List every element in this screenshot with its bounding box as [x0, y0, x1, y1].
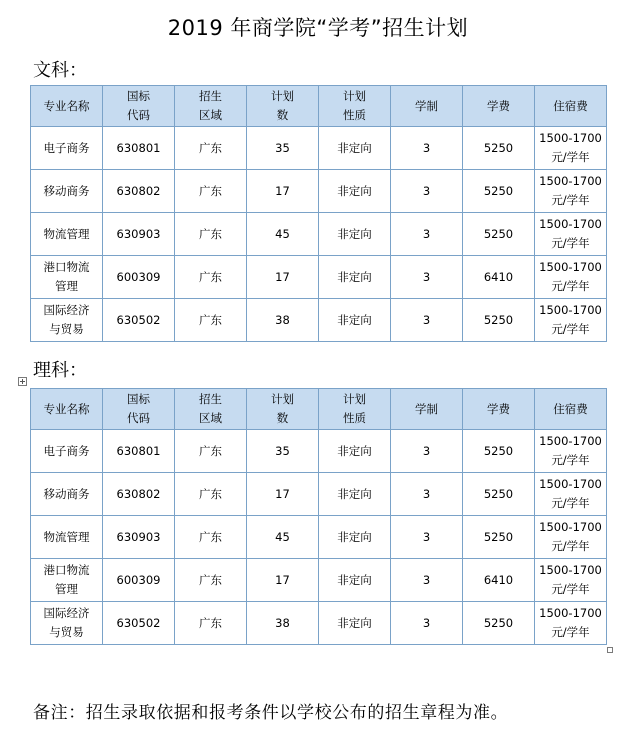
header-lodging-fee: 住宿费: [535, 389, 607, 430]
cell-national-code: 630903: [103, 213, 175, 256]
cell-lodging-fee: 1500-1700 元/学年: [535, 127, 607, 170]
header-region: 招生 区域: [175, 389, 247, 430]
cell-lodging-fee: 1500-1700 元/学年: [535, 516, 607, 559]
cell-tuition: 5250: [463, 430, 535, 473]
cell-lodging-fee: 1500-1700 元/学年: [535, 430, 607, 473]
cell-plan-type: 非定向: [319, 256, 391, 299]
table-row: [31, 430, 607, 473]
cell-plan-type: 非定向: [319, 473, 391, 516]
cell-major-name: 港口物流 管理: [31, 256, 103, 299]
header-plan-count: 计划 数: [247, 86, 319, 127]
header-region: 招生 区域: [175, 86, 247, 127]
cell-national-code: 630502: [103, 299, 175, 342]
header-major-name: 专业名称: [31, 86, 103, 127]
cell-major-name: 国际经济 与贸易: [31, 602, 103, 645]
cell-national-code: 630903: [103, 516, 175, 559]
cell-lodging-fee: 1500-1700 元/学年: [535, 299, 607, 342]
cell-region: 广东: [175, 516, 247, 559]
cell-region: 广东: [175, 256, 247, 299]
table-move-handle-icon[interactable]: [18, 377, 27, 386]
cell-tuition: 5250: [463, 170, 535, 213]
cell-plan-type: 非定向: [319, 430, 391, 473]
cell-national-code: 630802: [103, 473, 175, 516]
header-plan-type: 计划 性质: [319, 389, 391, 430]
section-label-like: 理科：: [33, 360, 87, 381]
cell-region: 广东: [175, 127, 247, 170]
cell-national-code: 600309: [103, 256, 175, 299]
cell-major-name: 移动商务: [31, 473, 103, 516]
cell-duration: 3: [391, 213, 463, 256]
cell-lodging-fee: 1500-1700 元/学年: [535, 559, 607, 602]
cell-region: 广东: [175, 430, 247, 473]
cell-plan-type: 非定向: [319, 516, 391, 559]
header-duration: 学制: [391, 389, 463, 430]
cell-tuition: 5250: [463, 473, 535, 516]
cell-tuition: 5250: [463, 516, 535, 559]
cell-plan-count: 17: [247, 170, 319, 213]
header-major-name: 专业名称: [31, 389, 103, 430]
cell-plan-count: 38: [247, 602, 319, 645]
header-tuition: 学费: [463, 86, 535, 127]
header-tuition: 学费: [463, 389, 535, 430]
cell-plan-type: 非定向: [319, 559, 391, 602]
table-header-row: [31, 86, 607, 127]
cell-plan-count: 35: [247, 127, 319, 170]
cell-duration: 3: [391, 602, 463, 645]
header-duration: 学制: [391, 86, 463, 127]
cell-national-code: 630801: [103, 430, 175, 473]
cell-duration: 3: [391, 170, 463, 213]
plan-table-wenke: [30, 85, 607, 342]
cell-lodging-fee: 1500-1700 元/学年: [535, 602, 607, 645]
cell-duration: 3: [391, 473, 463, 516]
cell-tuition: 6410: [463, 256, 535, 299]
cell-major-name: 物流管理: [31, 516, 103, 559]
table-row: [31, 127, 607, 170]
cell-major-name: 港口物流 管理: [31, 559, 103, 602]
cell-lodging-fee: 1500-1700 元/学年: [535, 256, 607, 299]
cell-plan-type: 非定向: [319, 299, 391, 342]
cell-national-code: 630502: [103, 602, 175, 645]
table-row: [31, 213, 607, 256]
cell-plan-type: 非定向: [319, 170, 391, 213]
cell-national-code: 630802: [103, 170, 175, 213]
header-plan-count: 计划 数: [247, 389, 319, 430]
cell-plan-type: 非定向: [319, 213, 391, 256]
cell-major-name: 移动商务: [31, 170, 103, 213]
cell-major-name: 电子商务: [31, 430, 103, 473]
cell-plan-count: 38: [247, 299, 319, 342]
cell-lodging-fee: 1500-1700 元/学年: [535, 213, 607, 256]
header-lodging-fee: 住宿费: [535, 86, 607, 127]
cell-tuition: 5250: [463, 602, 535, 645]
table-row: [31, 256, 607, 299]
cell-lodging-fee: 1500-1700 元/学年: [535, 170, 607, 213]
cell-duration: 3: [391, 127, 463, 170]
table-row: [31, 170, 607, 213]
cell-tuition: 5250: [463, 213, 535, 256]
cell-plan-count: 17: [247, 256, 319, 299]
cell-national-code: 630801: [103, 127, 175, 170]
header-national-code: 国标 代码: [103, 389, 175, 430]
cell-plan-count: 17: [247, 559, 319, 602]
table-header-row: [31, 389, 607, 430]
cell-plan-count: 35: [247, 430, 319, 473]
cell-major-name: 物流管理: [31, 213, 103, 256]
cell-region: 广东: [175, 473, 247, 516]
cell-plan-count: 45: [247, 516, 319, 559]
cell-region: 广东: [175, 170, 247, 213]
table-resize-handle-icon[interactable]: [607, 647, 613, 653]
cell-tuition: 5250: [463, 127, 535, 170]
cell-major-name: 国际经济 与贸易: [31, 299, 103, 342]
cell-lodging-fee: 1500-1700 元/学年: [535, 473, 607, 516]
table-row: [31, 299, 607, 342]
cell-region: 广东: [175, 299, 247, 342]
table-row: [31, 516, 607, 559]
cell-plan-count: 45: [247, 213, 319, 256]
cell-major-name: 电子商务: [31, 127, 103, 170]
cell-duration: 3: [391, 430, 463, 473]
cell-tuition: 6410: [463, 559, 535, 602]
cell-duration: 3: [391, 516, 463, 559]
section-label-wenke: 文科：: [33, 60, 87, 81]
cell-duration: 3: [391, 299, 463, 342]
page-title: 2019 年商学院“学考”招生计划: [167, 16, 469, 40]
cell-plan-type: 非定向: [319, 602, 391, 645]
header-national-code: 国标 代码: [103, 86, 175, 127]
cell-tuition: 5250: [463, 299, 535, 342]
cell-plan-count: 17: [247, 473, 319, 516]
cell-region: 广东: [175, 213, 247, 256]
header-plan-type: 计划 性质: [319, 86, 391, 127]
plan-table-like: [30, 388, 607, 645]
cell-duration: 3: [391, 256, 463, 299]
footnote: 备注：招生录取依据和报考条件以学校公布的招生章程为准。: [33, 703, 509, 723]
table-row: [31, 602, 607, 645]
table-row: [31, 473, 607, 516]
cell-region: 广东: [175, 559, 247, 602]
cell-region: 广东: [175, 602, 247, 645]
cell-duration: 3: [391, 559, 463, 602]
cell-plan-type: 非定向: [319, 127, 391, 170]
cell-national-code: 600309: [103, 559, 175, 602]
table-row: [31, 559, 607, 602]
